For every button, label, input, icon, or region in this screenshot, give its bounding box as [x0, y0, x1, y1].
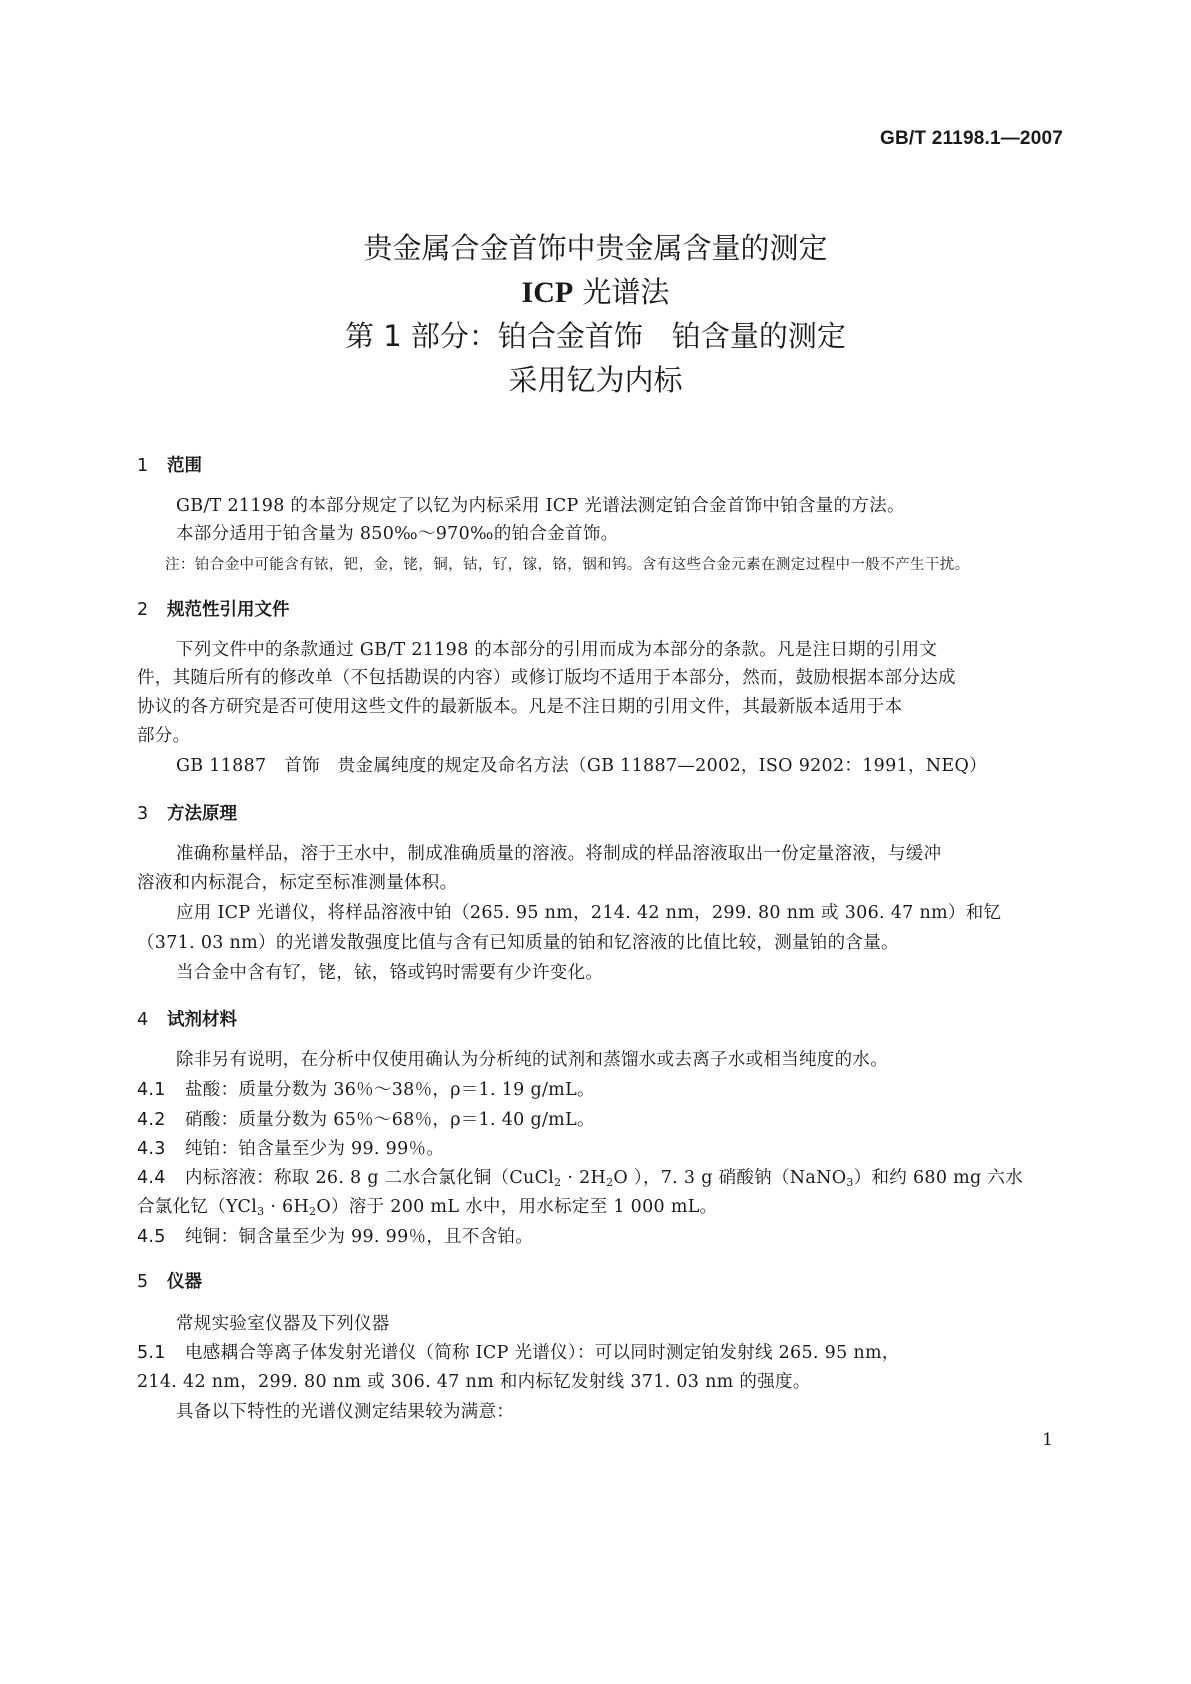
section-2-line-1: 下列文件中的条款通过 GB/T 21198 的本部分的引用而成为本部分的条款。凡是注日期的引用文	[176, 640, 938, 660]
section-1-heading	[137, 452, 202, 477]
section-3-line-4: （371. 03 nm）的光谱发散强度比值与含有已知质量的铂和钇溶液的比值比较，测量铂的含量。	[137, 933, 899, 953]
title-line-3: 第 1 部分：铂合金首饰 铂含量的测定	[345, 319, 846, 353]
item-5-1-line-1	[137, 1339, 1055, 1364]
subscript: 3	[257, 1205, 265, 1218]
item-number: 4.1	[137, 1080, 166, 1100]
item-5-1-line-2: 214. 42 nm，299. 80 nm 或 306. 47 nm 和内标钇发射线 371. 03 nm 的强度。	[137, 1372, 811, 1392]
item-4-2	[137, 1106, 1055, 1131]
section-2-line-2: 件，其随后所有的修改单（不包括勘误的内容）或修订版均不适用于本部分，然而，鼓励根据本部分达成	[137, 668, 956, 688]
item-text: ）和约 680 mg 六水	[853, 1168, 1023, 1188]
item-text: 内标溶液：称取 26. 8 g 二水合氯化铜（CuCl	[185, 1168, 555, 1188]
item-text: 纯铂：铂含量至少为 99. 99％。	[185, 1139, 445, 1159]
title-line-2	[0, 270, 1191, 314]
section-4-intro: 除非另有说明，在分析中仅使用确认为分析纯的试剂和蒸馏水或去离子水或相当纯度的水。	[176, 1050, 888, 1070]
title-line-1: 贵金属合金首饰中贵金属含量的测定	[363, 231, 828, 265]
section-3-heading	[137, 800, 237, 825]
section-title: 规范性引用文件	[167, 600, 290, 620]
section-number: 2	[137, 600, 149, 620]
section-5-intro: 常规实验室仪器及下列仪器	[176, 1314, 390, 1334]
section-title: 范围	[167, 456, 202, 476]
title-icp: ICP	[521, 276, 574, 309]
item-4-1	[137, 1076, 1055, 1101]
section-title: 试剂材料	[167, 1010, 237, 1030]
section-5-heading	[137, 1268, 202, 1293]
item-text: · 6H	[264, 1197, 310, 1217]
item-number: 4.3	[137, 1139, 166, 1159]
item-4-4-line-1	[137, 1164, 1055, 1189]
item-4-4-line-2	[137, 1193, 1055, 1218]
section-4-heading	[137, 1006, 237, 1031]
subscript: 2	[309, 1205, 317, 1218]
section-1-paragraph-1: GB/T 21198 的本部分规定了以钇为内标采用 ICP 光谱法测定铂合金首饰中铂含量的方法。	[176, 496, 905, 516]
item-text: 盐酸：质量分数为 36％～38％，ρ＝1. 19 g/mL。	[185, 1080, 595, 1100]
item-4-5	[137, 1223, 1055, 1248]
section-3-line-1: 准确称量样品，溶于王水中，制成准确质量的溶液。将制成的样品溶液取出一份定量溶液，与缓冲	[176, 844, 942, 864]
section-3-line-5: 当合金中含有钌，铑，铱，铬或钨时需要有少许变化。	[176, 963, 604, 983]
item-number: 4.4	[137, 1168, 166, 1188]
section-number: 3	[137, 804, 149, 824]
subscript: 2	[606, 1176, 614, 1189]
item-4-3	[137, 1135, 1055, 1160]
title-method: 光谱法	[573, 275, 670, 309]
subscript: 2	[554, 1176, 562, 1189]
standard-number: GB/T 21198.1—2007	[880, 128, 1063, 149]
item-number: 4.2	[137, 1110, 166, 1130]
title-line-4: 采用钇为内标	[508, 363, 683, 397]
section-3-line-2: 溶液和内标混合，标定至标准测量体积。	[137, 873, 458, 893]
item-number: 4.5	[137, 1227, 166, 1247]
section-1-paragraph-2: 本部分适用于铂含量为 850‰～970‰的铂合金首饰。	[176, 524, 619, 544]
section-2-heading	[137, 596, 290, 621]
section-number: 1	[137, 456, 149, 476]
section-number: 4	[137, 1010, 149, 1030]
section-2-line-4: 部分。	[137, 726, 191, 746]
subscript: 3	[846, 1176, 854, 1189]
section-title: 方法原理	[167, 804, 237, 824]
section-title: 仪器	[167, 1272, 202, 1292]
item-text: · 2H	[561, 1168, 607, 1188]
section-1-note: 注：铂合金中可能含有铱，钯，金，铑，铜，钴，钌，镓，铬，铟和钨。含有这些合金元素在测定过程中一般不产生干扰。	[165, 557, 970, 573]
item-5-1-line-3: 具备以下特性的光谱仪测定结果较为满意：	[176, 1402, 515, 1422]
section-3-line-3: 应用 ICP 光谱仪，将样品溶液中铂（265. 95 nm，214. 42 nm，299. 80 nm 或 306. 47 nm）和钇	[176, 903, 1002, 923]
section-number: 5	[137, 1272, 149, 1292]
item-text: 硝酸：质量分数为 65％～68％，ρ＝1. 40 g/mL。	[185, 1110, 595, 1130]
item-text: O）溶于 200 mL 水中，用水标定至 1 000 mL。	[316, 1197, 718, 1217]
item-text: 纯铜：铜含量至少为 99. 99％，且不含铂。	[185, 1227, 534, 1247]
item-text: O ），7. 3 g 硝酸钠（NaNO	[613, 1168, 847, 1188]
item-number: 5.1	[137, 1343, 166, 1363]
section-2-line-3: 协议的各方研究是否可使用这些文件的最新版本。凡是不注日期的引用文件，其最新版本适用于本	[137, 697, 903, 717]
item-text: 电感耦合等离子体发射光谱仪（简称 ICP 光谱仪）：可以同时测定铂发射线 265. 95 nm，	[185, 1343, 900, 1363]
item-text: 合氯化钇（YCl	[137, 1197, 258, 1217]
document-title	[0, 226, 1191, 402]
section-2-reference: GB 11887 首饰 贵金属纯度的规定及命名方法（GB 11887—2002，ISO 9202：1991，NEQ）	[176, 756, 987, 776]
page-number: 1	[1042, 1430, 1053, 1450]
